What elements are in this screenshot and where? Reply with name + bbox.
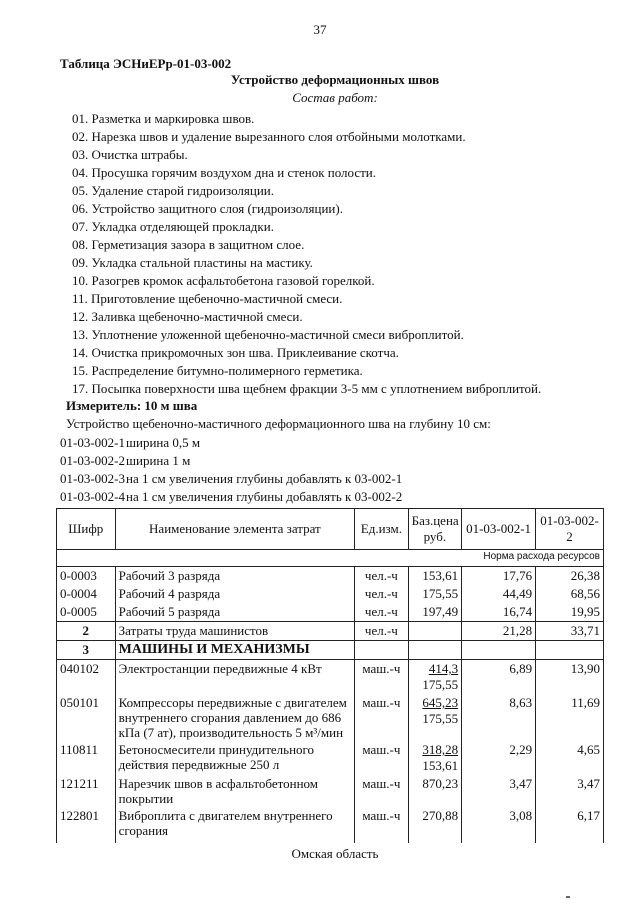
variant-text: ширина 1 м bbox=[126, 453, 191, 468]
table-row bbox=[57, 741, 604, 775]
variant-item bbox=[60, 452, 402, 470]
cell-price: 175,55 bbox=[408, 585, 461, 603]
header-price: Баз.цена руб. bbox=[408, 509, 461, 550]
works-item: 09. Укладка стальной пластины на мастику. bbox=[72, 255, 313, 270]
table-row bbox=[57, 775, 604, 807]
works-item: 06. Устройство защитного слоя (гидроизоляции). bbox=[72, 201, 343, 216]
variant-text: на 1 см увеличения глубины добавлять к 03-002-1 bbox=[126, 471, 403, 486]
cell-name: Компрессоры передвижные с двигателем внутреннего сгорания давлением до 686 кПа (7 ат), производительность 5 м³/мин bbox=[115, 694, 355, 741]
cell-unit: чел.-ч bbox=[355, 622, 408, 641]
cell-unit: маш.-ч bbox=[355, 660, 408, 695]
variant-code: 01-03-002-4 bbox=[60, 489, 125, 504]
cell-v2: 13,90 bbox=[536, 660, 604, 695]
cell-name: Нарезчик швов в асфальтобетонном покрытии bbox=[115, 775, 355, 807]
cell-v2: 26,38 bbox=[536, 567, 604, 586]
empty-cell bbox=[355, 641, 408, 660]
summary-row bbox=[57, 622, 604, 641]
table-row bbox=[57, 694, 604, 741]
table-code: Таблица ЭСНиЕРр-01-03-002 bbox=[60, 56, 232, 71]
cell-code: 0-0004 bbox=[57, 585, 116, 603]
cell-v1: 3,08 bbox=[462, 807, 536, 843]
cell-name: Затраты труда машинистов bbox=[115, 622, 355, 641]
works-item: 02. Нарезка швов и удаление вырезанного слоя отбойными молотками. bbox=[72, 129, 466, 144]
works-list bbox=[72, 110, 541, 398]
cell-price: 870,23 bbox=[408, 775, 461, 807]
cell-code: 0-0003 bbox=[57, 567, 116, 586]
cell-code: 2 bbox=[57, 622, 116, 641]
works-item: 14. Очистка прикромочных зон шва. Приклеивание скотча. bbox=[72, 345, 399, 360]
page-number: 37 bbox=[313, 22, 327, 37]
norm-row bbox=[57, 550, 604, 567]
works-item: 13. Уплотнение уложенной щебеночно-мастичной смеси виброплитой. bbox=[72, 327, 464, 342]
table-row bbox=[57, 660, 604, 695]
cell-price: 153,61 bbox=[408, 567, 461, 586]
variant-code: 01-03-002-1 bbox=[60, 435, 125, 450]
price-labor: 175,55 bbox=[422, 711, 459, 726]
price-labor: 153,61 bbox=[422, 758, 459, 773]
cell-price bbox=[408, 694, 461, 741]
cell-v1: 21,28 bbox=[462, 622, 536, 641]
cell-code: 122801 bbox=[57, 807, 116, 843]
empty-cell bbox=[408, 641, 461, 660]
empty-cell bbox=[462, 641, 536, 660]
cell-name: Бетоносмесители принудительного действия передвижные 250 л bbox=[115, 741, 355, 775]
variants-list bbox=[60, 434, 402, 506]
work-description: Устройство щебеночно-мастичного деформационного шва на глубину 10 см: bbox=[66, 416, 491, 431]
works-item: 17. Посыпка поверхности шва щебнем фракции 3-5 мм с уплотнением виброплитой. bbox=[72, 381, 542, 396]
works-item: 05. Удаление старой гидроизоляции. bbox=[72, 183, 274, 198]
cell-v2: 6,17 bbox=[536, 807, 604, 843]
variant-item bbox=[60, 434, 402, 452]
cell-price: 270,88 bbox=[408, 807, 461, 843]
cell-v1: 6,89 bbox=[462, 660, 536, 695]
cell-v2: 11,69 bbox=[536, 694, 604, 741]
cell-name: Рабочий 5 разряда bbox=[115, 603, 355, 622]
works-item: 11. Приготовление щебеночно-мастичной смеси. bbox=[72, 291, 343, 306]
cell-unit: чел.-ч bbox=[355, 603, 408, 622]
cell-code: 0-0005 bbox=[57, 603, 116, 622]
cell-price bbox=[408, 741, 461, 775]
document-title: Устройство деформационных швов bbox=[230, 72, 440, 87]
cell-name: Электростанции передвижные 4 кВт bbox=[115, 660, 355, 695]
document-subtitle: Состав работ: bbox=[292, 90, 378, 105]
price-base: 645,23 bbox=[422, 695, 459, 710]
cell-v2: 4,65 bbox=[536, 741, 604, 775]
cell-price bbox=[408, 660, 461, 695]
cell-unit: чел.-ч bbox=[355, 567, 408, 586]
header-col1: 01-03-002-1 bbox=[462, 509, 536, 550]
price-labor: 175,55 bbox=[422, 677, 459, 692]
header-unit: Ед.изм. bbox=[355, 509, 408, 550]
table-row bbox=[57, 603, 604, 622]
page-footer: Омская область bbox=[291, 846, 379, 861]
cell-code: 121211 bbox=[57, 775, 116, 807]
price-base: 414,3 bbox=[428, 661, 459, 676]
cell-unit: чел.-ч bbox=[355, 585, 408, 603]
variant-item bbox=[60, 470, 402, 488]
empty-cell bbox=[536, 641, 604, 660]
cell-price: 197,49 bbox=[408, 603, 461, 622]
works-item: 08. Герметизация зазора в защитном слое. bbox=[72, 237, 305, 252]
header-code: Шифр bbox=[57, 509, 116, 550]
cell-v2: 3,47 bbox=[536, 775, 604, 807]
cell-price bbox=[408, 622, 461, 641]
cell-v1: 2,29 bbox=[462, 741, 536, 775]
table-row bbox=[57, 567, 604, 586]
scan-artifact bbox=[566, 896, 570, 898]
cell-unit: маш.-ч bbox=[355, 694, 408, 741]
cell-v2: 68,56 bbox=[536, 585, 604, 603]
variant-text: на 1 см увеличения глубины добавлять к 03-002-2 bbox=[126, 489, 403, 504]
works-item: 03. Очистка штрабы. bbox=[72, 147, 188, 162]
table-row bbox=[57, 585, 604, 603]
cell-v1: 8,63 bbox=[462, 694, 536, 741]
norm-label: Норма расхода ресурсов bbox=[57, 550, 604, 567]
section-name: МАШИНЫ И МЕХАНИЗМЫ bbox=[115, 641, 355, 660]
cell-v2: 33,71 bbox=[536, 622, 604, 641]
cell-unit: маш.-ч bbox=[355, 807, 408, 843]
cell-v1: 16,74 bbox=[462, 603, 536, 622]
cell-v1: 44,49 bbox=[462, 585, 536, 603]
table-row bbox=[57, 807, 604, 843]
cell-code: 110811 bbox=[57, 741, 116, 775]
variant-item bbox=[60, 488, 402, 506]
header-name: Наименование элемента затрат bbox=[115, 509, 355, 550]
section-code: 3 bbox=[57, 641, 116, 660]
price-base: 318,28 bbox=[422, 742, 459, 757]
works-item: 12. Заливка щебеночно-мастичной смеси. bbox=[72, 309, 303, 324]
header-col2: 01-03-002-2 bbox=[536, 509, 604, 550]
cell-name: Рабочий 3 разряда bbox=[115, 567, 355, 586]
cell-name: Рабочий 4 разряда bbox=[115, 585, 355, 603]
cell-code: 040102 bbox=[57, 660, 116, 695]
variant-text: ширина 0,5 м bbox=[126, 435, 201, 450]
works-item: 01. Разметка и маркировка швов. bbox=[72, 111, 255, 126]
cell-v2: 19,95 bbox=[536, 603, 604, 622]
cell-code: 050101 bbox=[57, 694, 116, 741]
works-item: 10. Разогрев кромок асфальтобетона газовой горелкой. bbox=[72, 273, 375, 288]
works-item: 07. Укладка отделяющей прокладки. bbox=[72, 219, 274, 234]
measure-unit: Измеритель: 10 м шва bbox=[66, 398, 198, 413]
cell-v1: 17,76 bbox=[462, 567, 536, 586]
table-header-row bbox=[57, 509, 604, 550]
cell-unit: маш.-ч bbox=[355, 775, 408, 807]
works-item: 15. Распределение битумно-полимерного герметика. bbox=[72, 363, 363, 378]
cell-unit: маш.-ч bbox=[355, 741, 408, 775]
section-row bbox=[57, 641, 604, 660]
resources-table bbox=[56, 508, 604, 843]
variant-code: 01-03-002-3 bbox=[60, 471, 125, 486]
works-item: 04. Просушка горячим воздухом дна и стенок полости. bbox=[72, 165, 377, 180]
cell-v1: 3,47 bbox=[462, 775, 536, 807]
variant-code: 01-03-002-2 bbox=[60, 453, 125, 468]
cell-name: Виброплита с двигателем внутреннего сгорания bbox=[115, 807, 355, 843]
